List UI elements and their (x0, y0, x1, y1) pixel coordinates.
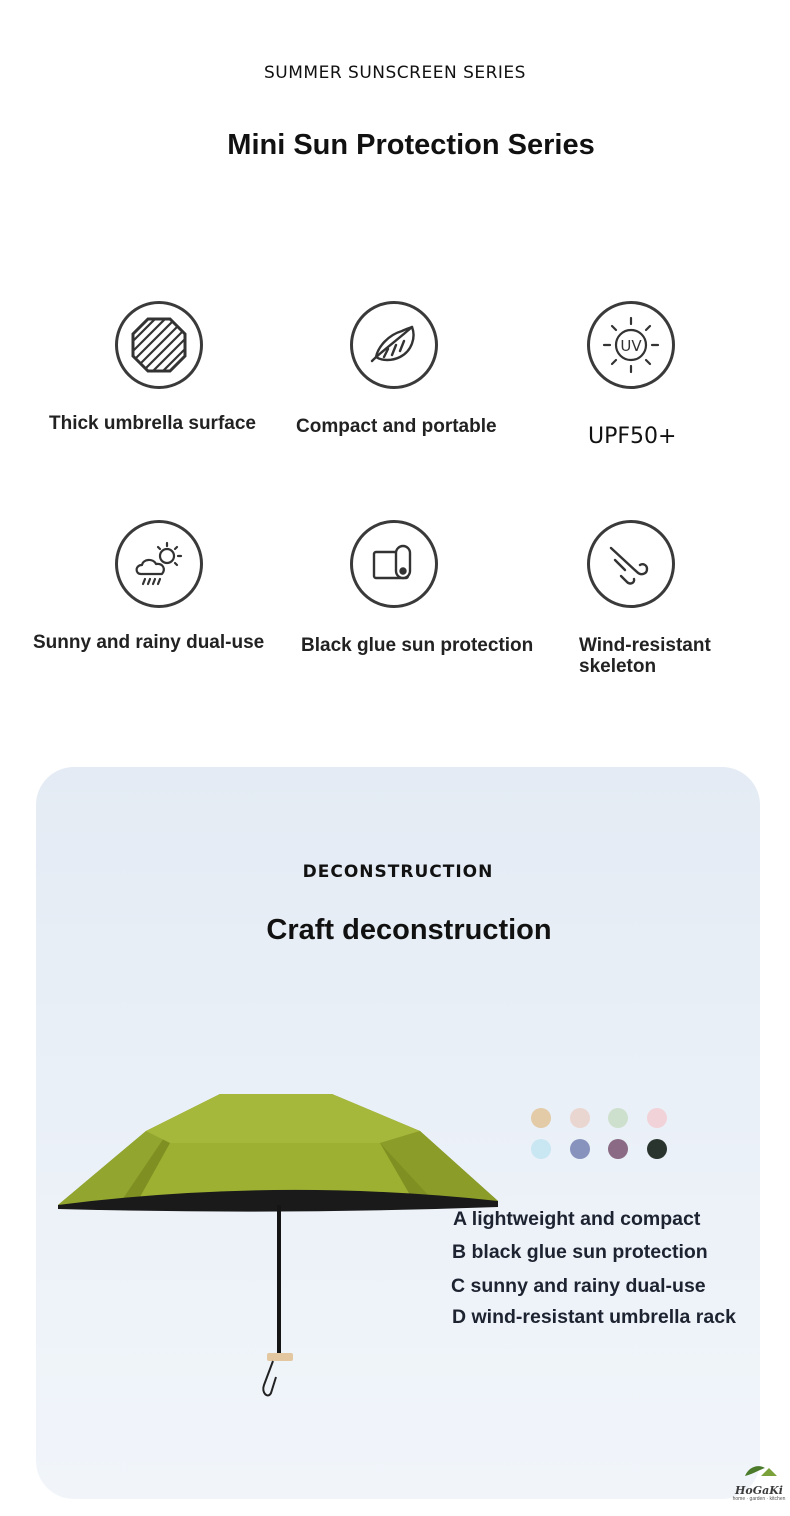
feature-dual-use-badge (115, 520, 203, 608)
umbrella-illustration (50, 1087, 510, 1417)
color-swatch[interactable] (647, 1108, 667, 1128)
logo-tagline: home · garden · kitchen (732, 1496, 786, 1502)
color-swatch[interactable] (608, 1108, 628, 1128)
craft-item: A lightweight and compact (453, 1208, 701, 1230)
roll-icon (366, 536, 422, 592)
feature-label: UPF50+ (588, 424, 677, 449)
page-title: Mini Sun Protection Series (227, 129, 595, 161)
wind-icon (603, 536, 659, 592)
deconstruction-panel (36, 767, 760, 1499)
feather-icon (366, 317, 422, 373)
section-title: Craft deconstruction (266, 914, 552, 946)
octagon-hatch-icon (129, 315, 189, 375)
uv-sun-icon (599, 313, 663, 377)
feature-black-glue-badge (350, 520, 438, 608)
color-swatch[interactable] (608, 1139, 628, 1159)
feature-label-wind (579, 635, 711, 677)
feature-label: Thick umbrella surface (49, 413, 256, 434)
feature-label-line: Wind-resistant (579, 635, 711, 656)
brand-logo (730, 1462, 788, 1503)
feature-compact-badge (350, 301, 438, 389)
feature-thick-surface-badge (115, 301, 203, 389)
feature-label-line: skeleton (579, 656, 657, 677)
sun-cloud-rain-icon (129, 534, 189, 594)
feature-label: Compact and portable (296, 416, 497, 437)
craft-item: C sunny and rainy dual-use (451, 1275, 706, 1297)
feature-label: Black glue sun protection (301, 635, 534, 656)
color-swatch[interactable] (647, 1139, 667, 1159)
svg-text:UV: UV (620, 337, 642, 355)
feature-wind-badge (587, 520, 675, 608)
craft-item: B black glue sun protection (452, 1241, 708, 1263)
leaf-house-icon (739, 1462, 779, 1480)
feature-upf-badge (587, 301, 675, 389)
color-swatch[interactable] (570, 1108, 590, 1128)
color-swatch[interactable] (531, 1139, 551, 1159)
color-swatch[interactable] (531, 1108, 551, 1128)
feature-label: Sunny and rainy dual-use (33, 632, 265, 653)
logo-name: HoGaKi (735, 1484, 783, 1497)
section-eyebrow: SUMMER SUNSCREEN SERIES (264, 63, 526, 83)
section-eyebrow: DECONSTRUCTION (302, 862, 494, 882)
craft-item: D wind-resistant umbrella rack (452, 1306, 736, 1328)
color-swatch[interactable] (570, 1139, 590, 1159)
